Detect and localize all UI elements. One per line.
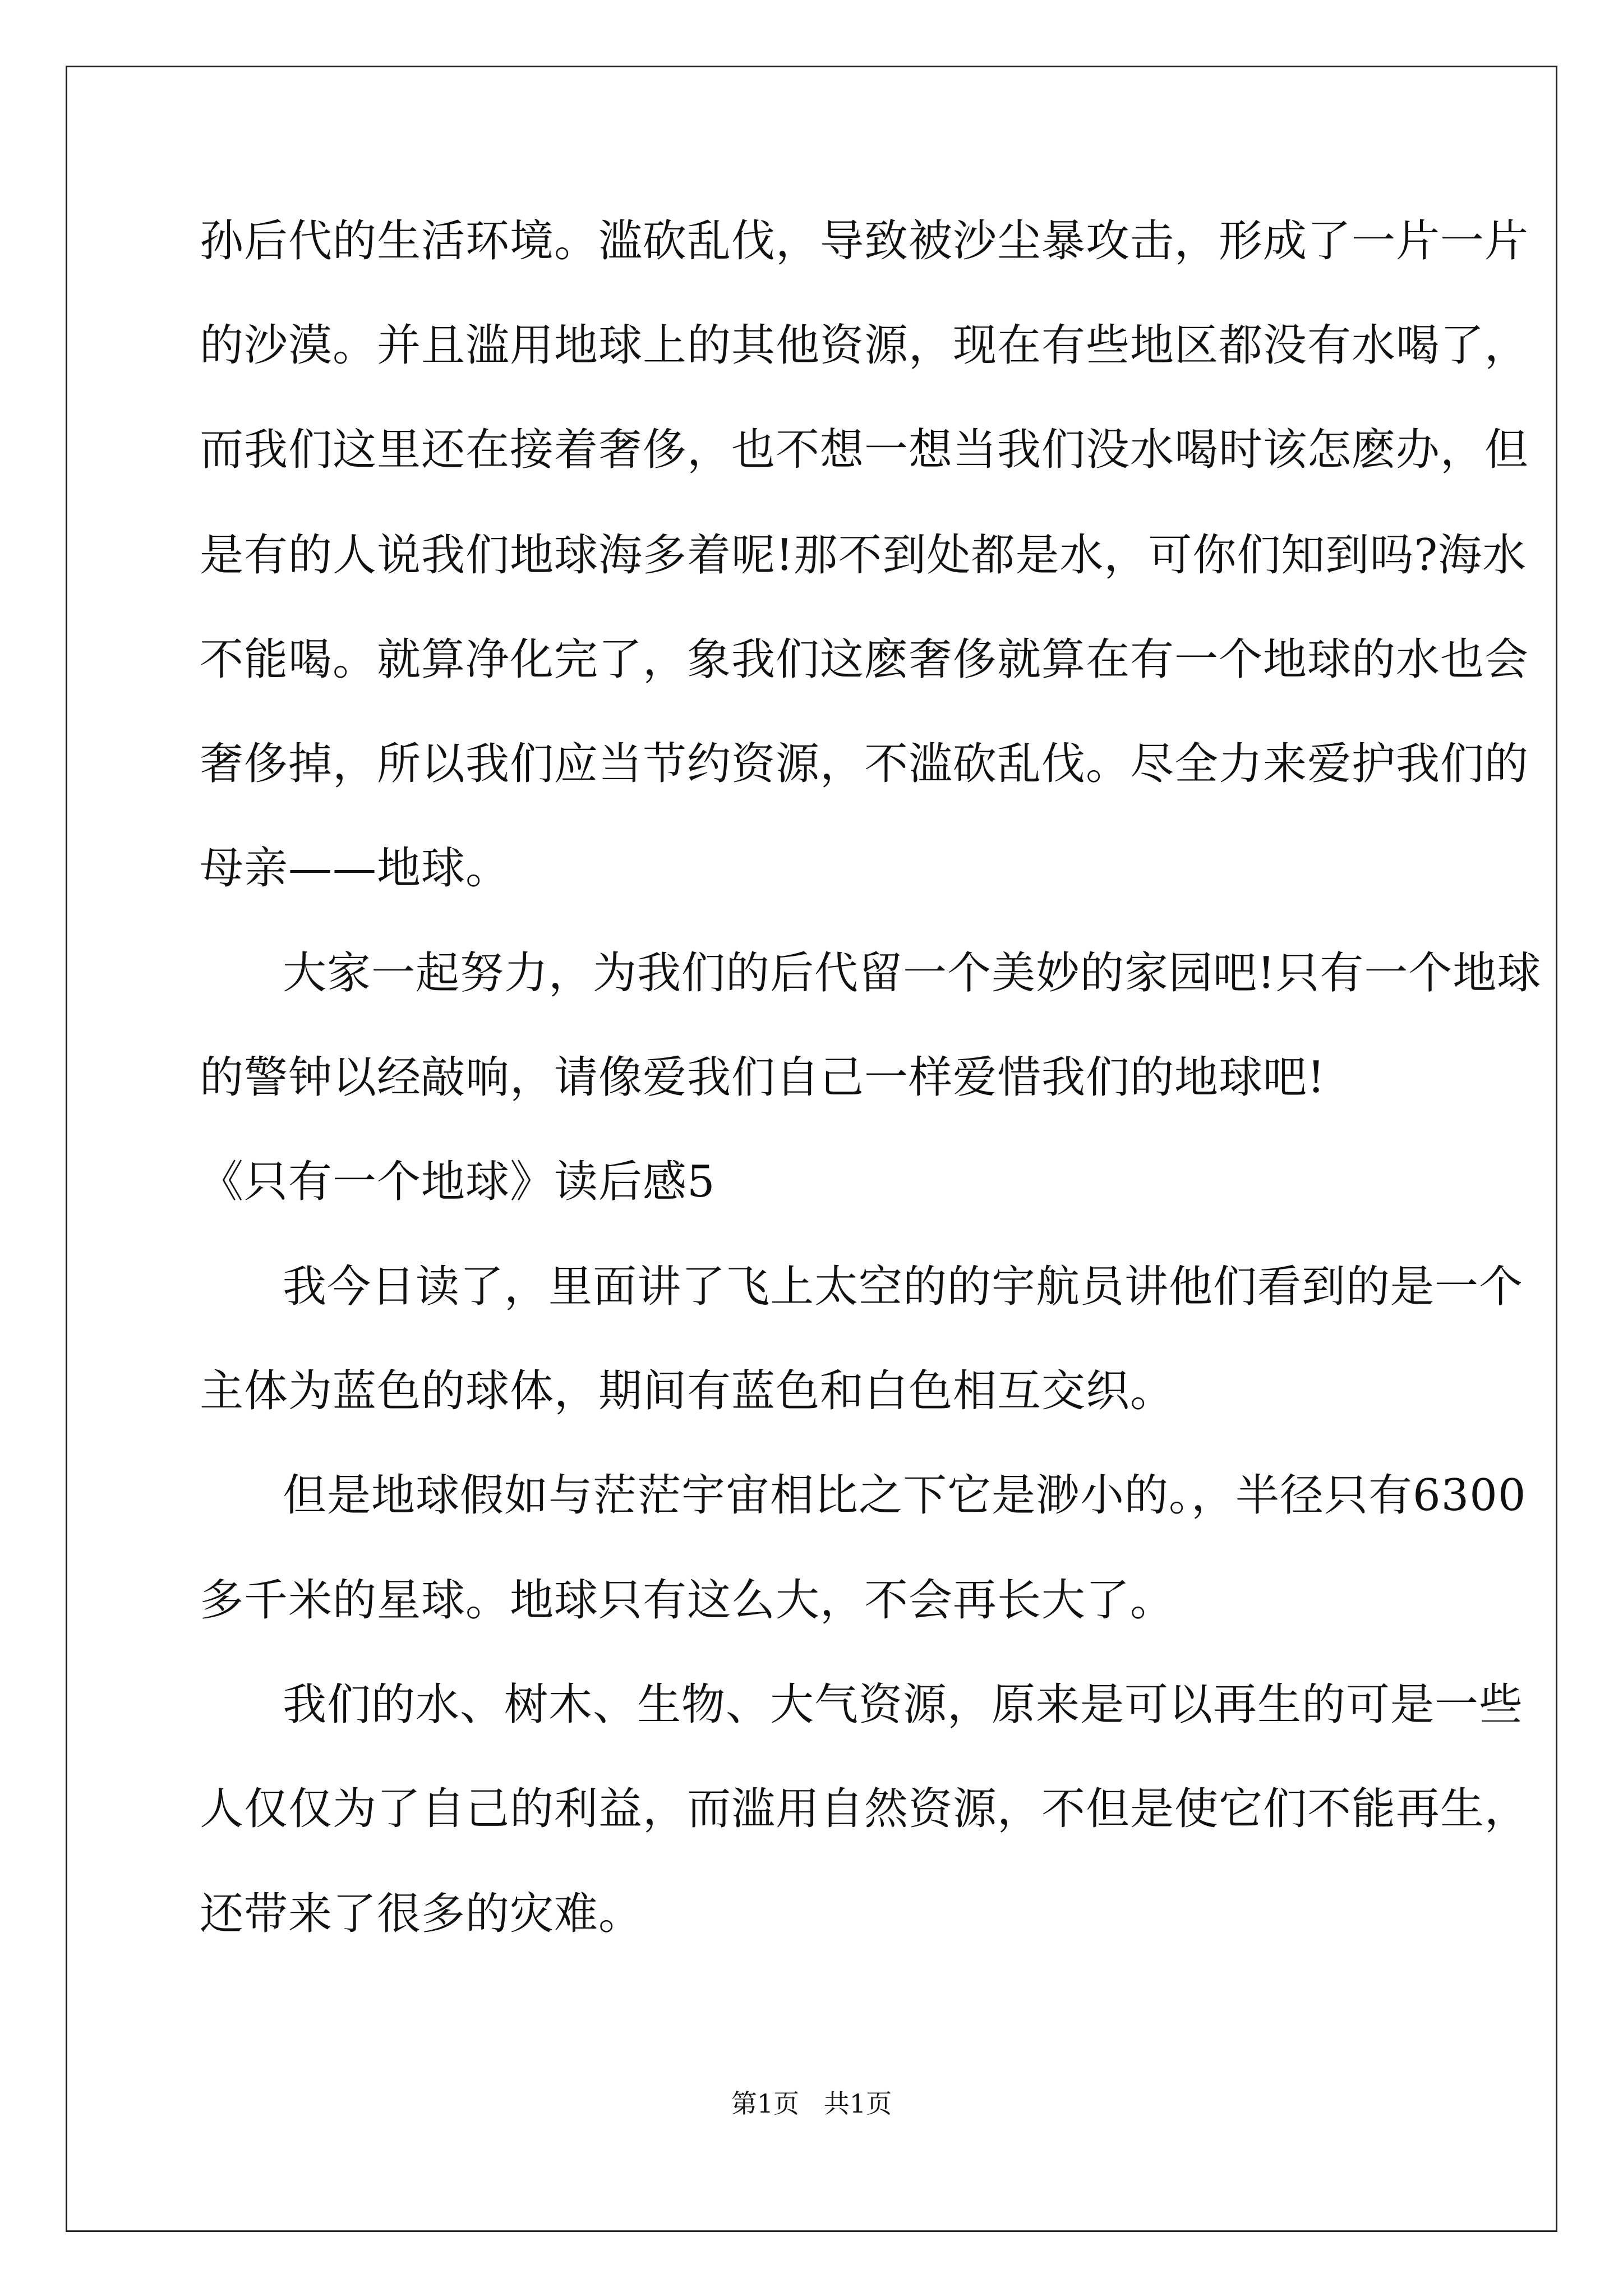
text-line: 主体为蓝色的球体，期间有蓝色和白色相互交织。 <box>200 1366 1175 1416</box>
text-line: 而我们这里还在接着奢侈，也不想一想当我们没水喝时该怎麽办，但 <box>200 425 1529 475</box>
text-line: 孙后代的生活环境。滥砍乱伐，导致被沙尘暴攻击，形成了一片一片 <box>200 216 1529 266</box>
text-line: 不能喝。就算净化完了，象我们这麽奢侈就算在有一个地球的水也会 <box>200 634 1529 685</box>
text-line: 的警钟以经敲响，请像爱我们自己一样爱惜我们的地球吧! <box>200 1052 1326 1103</box>
paragraph-first-line: 我今日读了，里面讲了飞上太空的的宇航员讲他们看到的是一个 <box>283 1262 1524 1312</box>
section-heading: 《只有一个地球》读后感5 <box>200 1157 716 1207</box>
text-line: 还带来了很多的灾难。 <box>200 1889 643 1939</box>
text-line: 的沙漠。并且滥用地球上的其他资源，现在有些地区都没有水喝了， <box>200 320 1529 371</box>
page-footer: 第1页 共1页 <box>731 2088 892 2119</box>
text-line: 多千米的星球。地球只有这么大，不会再长大了。 <box>200 1575 1175 1626</box>
paragraph-first-line: 但是地球假如与茫茫宇宙相比之下它是渺小的。，半径只有6300 <box>283 1470 1527 1521</box>
text-line: 人仅仅为了自己的利益，而滥用自然资源，不但是使它们不能再生， <box>200 1784 1529 1834</box>
paragraph-first-line: 大家一起努力，为我们的后代留一个美妙的家园吧!只有一个地球 <box>283 948 1542 999</box>
text-line: 是有的人说我们地球海多着呢!那不到处都是水，可你们知到吗?海水 <box>200 530 1527 581</box>
paragraph-first-line: 我们的水、树木、生物、大气资源，原来是可以再生的可是一些 <box>283 1680 1524 1730</box>
text-line: 母亲——地球。 <box>200 843 510 894</box>
text-line: 奢侈掉，所以我们应当节约资源，不滥砍乱伐。尽全力来爱护我们的 <box>200 739 1529 789</box>
